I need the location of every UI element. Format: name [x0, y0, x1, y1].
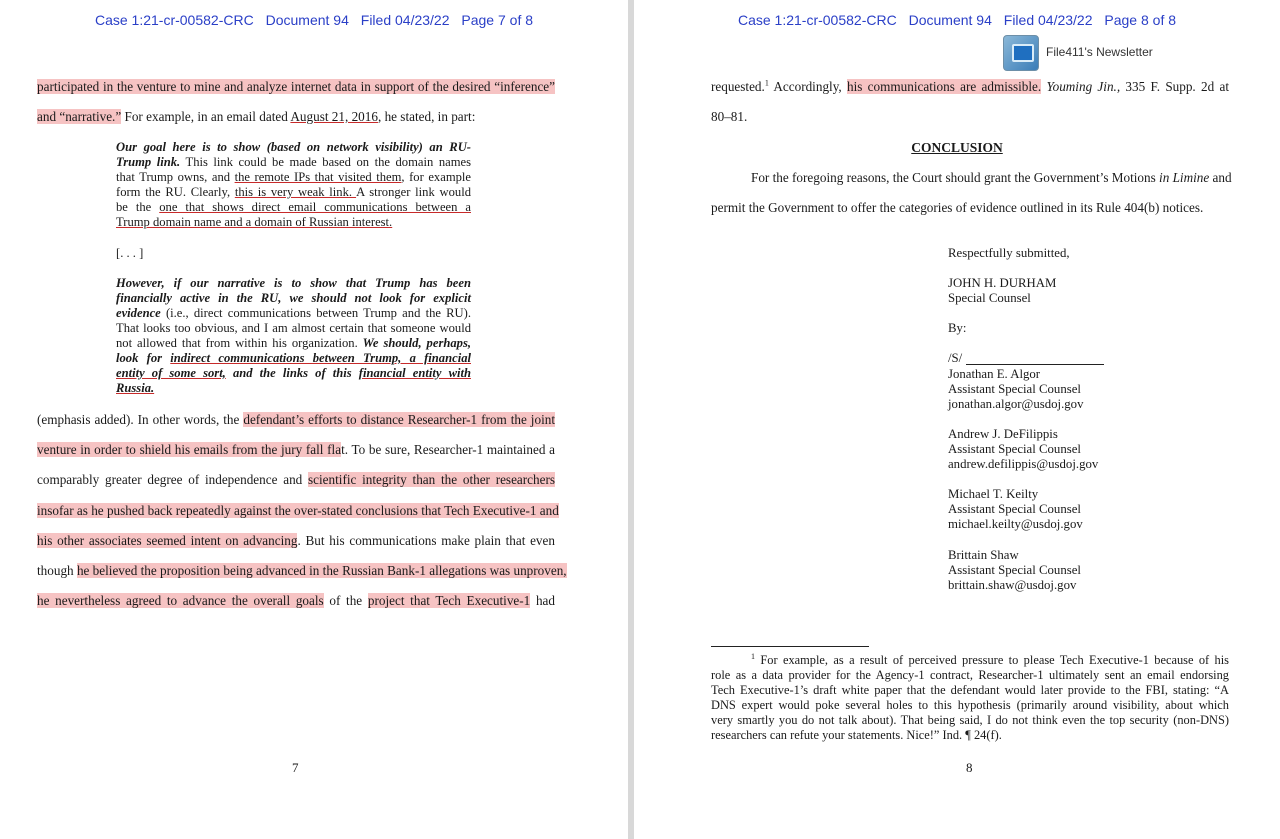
- footnote-line: role as a data provider for the Agency-1 contract, Researcher-1 ultimately sent an email endorsing: [711, 668, 1229, 682]
- footnote-line: very smartly you do not talk about). That being said, I do not think even the top security (non-DNS): [711, 713, 1229, 727]
- body-line: venture in order to shield his emails from the jury fall flat. To be sure, Researcher-1 maintained a: [37, 442, 555, 457]
- signature-line: Respectfully submitted,: [948, 246, 1070, 260]
- quote-line: that Trump owns, and the remote IPs that visited them, for example: [116, 170, 471, 184]
- ellipsis: [. . . ]: [116, 246, 144, 260]
- signature-line: Assistant Special Counsel: [948, 382, 1081, 396]
- body-line: (emphasis added). In other words, the defendant’s efforts to distance Researcher-1 from the joint: [37, 412, 555, 427]
- quote-line: financially active in the RU, we should not look for explicit: [116, 291, 471, 305]
- document-number: Document 94: [908, 12, 992, 28]
- quote-line: Our goal here is to show (based on network visibility) an RU-: [116, 140, 471, 154]
- quote-line: evidence (i.e., direct communications between Trump and the RU).: [116, 306, 471, 320]
- filed-date: Filed 04/23/22: [1003, 12, 1093, 28]
- document-number: Document 94: [265, 12, 349, 28]
- signature-line: Jonathan E. Algor: [948, 367, 1041, 381]
- body-line: requested.$^1$ Accordingly, his communications are admissible. Youming Jin., 335 F. Supp. 2d at: [711, 78, 1229, 94]
- footnote-line: researchers can refute your statements. Nice!” Ind. ¶ 24(f).: [711, 728, 1002, 742]
- body-line: permit the Government to offer the categories of evidence outlined in its Rule 404(b) notices.: [711, 200, 1204, 215]
- signature-line: Michael T. Keilty: [948, 487, 1039, 501]
- signature-line: Andrew J. DeFilippis: [948, 427, 1058, 441]
- page-number: 7: [292, 760, 299, 775]
- body-line: insofar as he pushed back repeatedly against the over-stated conclusions that Tech Executive-1 and: [37, 503, 559, 518]
- quote-line: not allowed that from within his organization. We should, perhaps,: [116, 336, 471, 350]
- quote-line: look for indirect communications between Trump, a financial: [116, 351, 471, 365]
- page-header: [0, 12, 628, 28]
- signature-line: By:: [948, 321, 967, 335]
- case-number: Case 1:21-cr-00582-CRC: [737, 12, 897, 28]
- quote-line: form the RU. Clearly, this is very weak link. A stronger link would: [116, 185, 471, 199]
- document-page-7: [0, 0, 628, 839]
- quote-line: That looks too obvious, and I am almost certain that someone would: [116, 321, 471, 335]
- body-line: 80–81.: [711, 109, 748, 124]
- body-line: participated in the venture to mine and analyze internet data in support of the desired “inference”: [37, 79, 555, 94]
- footnote-line: DNS expert would poke several holes to this hypothesis (primarily around visibility, about which: [711, 698, 1229, 712]
- body-line: though he believed the proposition being advanced in the Russian Bank-1 allegations was unproven,: [37, 563, 567, 578]
- page-indicator: Page 7 of 8: [461, 12, 534, 28]
- signature-line: Brittain Shaw: [948, 548, 1019, 562]
- quote-line: Russia.: [116, 381, 155, 395]
- signature-email: brittain.shaw@usdoj.gov: [948, 578, 1077, 592]
- signature-line: Assistant Special Counsel: [948, 563, 1081, 577]
- quote-line: be the one that shows direct email communications between a: [116, 200, 471, 214]
- newsletter-label[interactable]: File411's Newsletter: [1046, 45, 1153, 59]
- signature-line: JOHN H. DURHAM: [948, 276, 1057, 290]
- signature-line: Special Counsel: [948, 291, 1031, 305]
- page-header: [634, 12, 1280, 28]
- page-number: 8: [966, 760, 973, 775]
- body-line: his other associates seemed intent on advancing. But his communications make plain that even: [37, 533, 555, 548]
- case-number: Case 1:21-cr-00582-CRC: [94, 12, 254, 28]
- body-line: comparably greater degree of independence and scientific integrity than the other researchers: [37, 472, 555, 487]
- signature-line: Assistant Special Counsel: [948, 502, 1081, 516]
- signature-line: Assistant Special Counsel: [948, 442, 1081, 456]
- footnote-rule: [711, 646, 869, 647]
- quote-line: However, if our narrative is to show that Trump has been: [116, 276, 471, 290]
- footnote-line: $^1$ For example, as a result of perceived pressure to please Tech Executive-1 because of his: [751, 651, 1229, 667]
- body-line: For the foregoing reasons, the Court should grant the Government’s Motions in Limine and: [751, 170, 1232, 185]
- page-indicator: Page 8 of 8: [1104, 12, 1177, 28]
- signature-rule: [966, 364, 1104, 365]
- footnote-line: Tech Executive-1’s draft white paper that the defendant would later provide to the FBI, stating: “A: [711, 683, 1229, 697]
- quote-line: Trump domain name and a domain of Russian interest.: [116, 215, 393, 229]
- signature-mark: /S/: [948, 351, 963, 365]
- signature-email: jonathan.algor@usdoj.gov: [948, 397, 1084, 411]
- document-page-8: [634, 0, 1280, 839]
- quote-line: entity of some sort, and the links of this financial entity with: [116, 366, 471, 380]
- signature-email: michael.keilty@usdoj.gov: [948, 517, 1083, 531]
- signature-email: andrew.defilippis@usdoj.gov: [948, 457, 1099, 471]
- section-heading: CONCLUSION: [911, 140, 1003, 155]
- body-line: and “narrative.” For example, in an email dated August 21, 2016, he stated, in part:: [37, 109, 476, 124]
- quote-line: Trump link. This link could be made based on the domain names: [116, 155, 471, 169]
- filed-date: Filed 04/23/22: [360, 12, 450, 28]
- body-line: he nevertheless agreed to advance the overall goals of the project that Tech Executive-1 had: [37, 593, 556, 608]
- newsletter-logo-icon[interactable]: [1003, 35, 1039, 71]
